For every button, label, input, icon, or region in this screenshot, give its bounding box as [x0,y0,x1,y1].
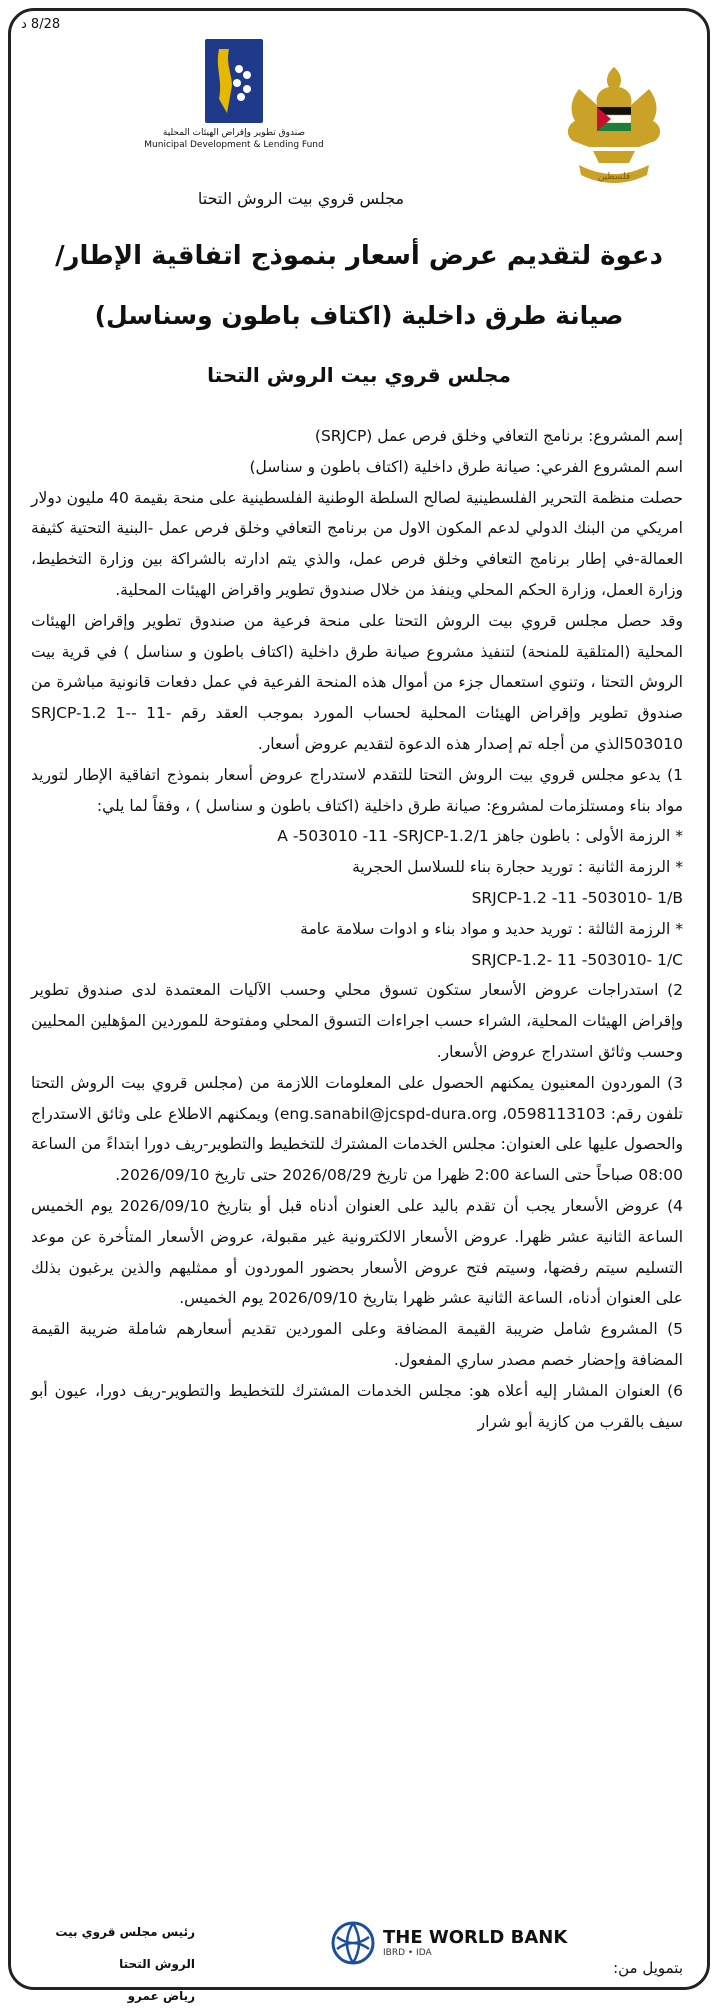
mdlf-logo [129,39,339,151]
paragraph-invitation: 1) يدعو مجلس قروي بيت الروش التحتا للتقدم لاستدراج عروض أسعار بنموذج اتفاقية الإطار لتوريد مواد بناء ومستلزمات لمشروع: صيانة طرق داخلية (اكتاف باطون و سناسل ) ، وفقاً لما يلي: [31,765,683,815]
lot-1: * الرزمة الأولى : باطون جاهز 1/A -503010 -11 -SRJCP-1.2 [277,827,683,846]
page-number: 8/28 د [21,17,61,32]
mdlf-logo-icon [205,39,263,123]
sub-project-name: اسم المشروع الفرعي: صيانة طرق داخلية (اكتاف باطون و سناسل) [249,457,683,476]
signatory-name: رياض عمرو [127,1989,195,2003]
mdlf-name-ar: صندوق تطوير وإقراض الهيئات المحلية [162,128,306,138]
project-name: إسم المشروع: برنامج التعافي وخلق فرص عمل (SRJCP) [314,427,683,445]
funder-sub: IBRD • IDA [383,1948,432,1958]
lot-3: * الرزمة الثالثة : توريد حديد و مواد بناء و ادوات سلامة عامة [300,919,683,938]
paragraph-grant: حصلت منظمة التحرير الفلسطينية لصالح السلطة الوطنية الفلسطينية على منحة بقيمة 40 مليون دولار امريكي من البنك الدولي لدعم المكون الاول من برنامج التعافي وخلق فرص عمل -البنية التحتية كثيفة العمالة-في إطار برنامج التعافي وخلق فرص عمل، والذي يتم ادارته بالشراكة بين وزارة التخطيط، وزارة العمل، وزارة الحكم المحلي وينفذ من خلال صندوق تطوير واقراض الهيئات المحلية. [31,488,683,599]
council-name-header: مجلس قروي بيت الروش التحتا [197,189,405,208]
funder-name: THE WORLD BANK [383,1927,568,1948]
announcement-body [31,421,683,1437]
paragraph-subgrant: وقد حصل مجلس قروي بيت الروش التحتا على منحة فرعية من صندوق تطوير وإقراض الهيئات المحلية (المتلقية للمنحة) لتنفيذ مشروع صيانة طرق داخلية (اكتاف باطون و سناسل ) في قرية بيت الروش التحتا ، وتنوي استعمال جزء من أموال هذه المنحة الفرعية في عمل دفعات قانونية مباشرة من صندوق تطوير وإقراض الهيئات المحلية لحساب المورد بموجب العقد رقم -11 -SRJCP-1.2 1- 503010الذي من أجله تم إصدار هذه الدعوة لتقديم عروض أسعار. [31,611,683,753]
main-title: دعوة لتقديم عرض أسعار بنموذج اتفاقية الإطار/ [55,241,663,271]
funding-label: بتمويل من: [613,1959,683,1977]
subtitle: صيانة طرق داخلية (اكتاف باطون وسناسل) [94,301,624,330]
lot-3-code: SRJCP-1.2- 11 -503010- 1/C [471,950,683,969]
paragraph-vat: 5) المشروع شامل ضريبة القيمة المضافة وعلى الموردين تقديم أسعارهم شاملة ضريبة القيمة المضافة وإحضار خصم مصدر ساري المفعول. [31,1320,683,1369]
lot-2-code: SRJCP-1.2 -11 -503010- 1/B [471,888,683,907]
signatory-title: رئيس مجلس قروي بيت الروش التحتا [55,1925,195,1971]
mdlf-name-en: Municipal Development & Lending Fund [144,140,324,150]
council-title: مجلس قروي بيت الروش التحتا [207,363,511,387]
paragraph-address: 6) العنوان المشار إليه أعلاه هو: مجلس الخدمات المشترك للتخطيط والتطوير-ريف دورا، عيون أبو سيف بالقرب من كازية أبو شرار [31,1381,683,1431]
paragraph-procedure: 2) استدراجات عروض الأسعار ستكون تسوق محلي وحسب الآليات المعتمدة لدى صندوق تطوير وإقراض الهيئات المحلية، الشراء حسب اجراءات التسوق المحلي ومفتوحة للموردين المؤهلين المحليين وحسب وثائق استدراج عروض الأسعار. [31,981,683,1061]
world-bank-globe-icon [331,1921,375,1965]
signature-block [25,1916,195,2012]
emblem-text: فلسطين [597,172,631,182]
advertisement-frame [8,8,710,2003]
paragraph-submission: 4) عروض الأسعار يجب أن تقدم باليد على العنوان أدناه قبل أو بتاريخ 2026/09/10 يوم الخميس الساعة الثانية عشر ظهرا. عروض الأسعار الالكترونية غير مقبولة، عروض الأسعار المتأخرة عن موعد التسليم سيتم رفضها، وسيتم فتح عروض الأسعار بحضور الموردون أو ممثليهم والذين يرغبون بذلك على العنوان أدناه، الساعة الثانية عشر ظهرا بتاريخ 2026/09/10 يوم الخميس. [31,1196,683,1308]
paragraph-contact: 3) الموردون المعنيون يمكنهم الحصول على المعلومات اللازمة من (مجلس قروي بيت الروش التحتا تلفون رقم: 0598113103، eng.sanabil@jcspd-dura.org) ويمكنهم الاطلاع على وثائق الاستدراج والحصول عليها على العنوان: مجلس الخدمات المشترك للتخطيط والتطوير-ريف دورا ابتداءً من الساعة 08:00 صباحاً حتى الساعة 2:00 ظهرا من تاريخ 2026/08/29 حتى تاريخ 2026/09/10. [31,1073,683,1185]
lot-2: * الرزمة الثانية : توريد حجارة بناء للسلاسل الحجرية [352,858,683,877]
world-bank-logo [331,1921,567,1965]
palestine-eagle-emblem-icon [549,59,679,199]
